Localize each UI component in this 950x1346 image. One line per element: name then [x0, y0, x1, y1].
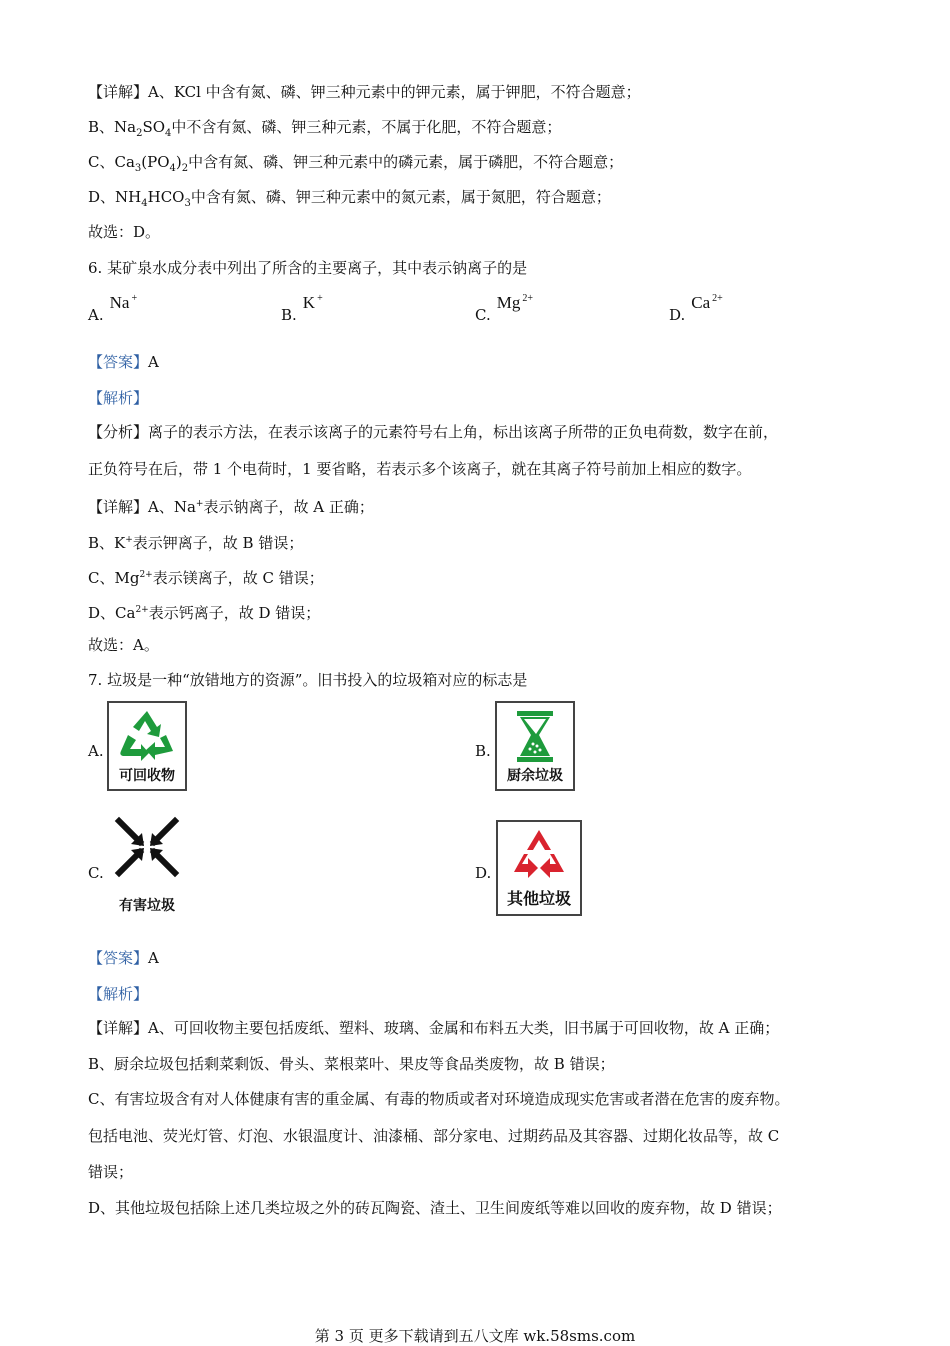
hourglass-icon [497, 707, 573, 767]
q7-sign-kitchen-waste [495, 701, 575, 791]
q6-answer: 【答案】A [88, 353, 159, 371]
q5-detail-d: D、$NH_4HCO_3$中含有氮、磷、钾三种元素中的氮元素，属于氮肥，符合题意； [88, 188, 611, 209]
recycle-icon [109, 705, 185, 767]
q7-stem: 7. 垃圾是一种“放错地方的资源”。旧书投入的垃圾箱对应的标志是 [88, 671, 528, 689]
q6-analysis-line1: 【分析】离子的表示方法，在表示该离子的元素符号右上角，标出该离子所带的正负电荷数，数字在前， [88, 423, 779, 441]
q7-answer: 【答案】A [88, 949, 159, 967]
triangle-arrows-icon [498, 824, 580, 888]
q6-option-b: B.K + [281, 293, 323, 324]
sign-label-kitchen-waste: 厨余垃圾 [507, 768, 563, 784]
q7-sign-hazardous [107, 815, 187, 919]
q7-option-d-letter: D. [475, 864, 492, 882]
q5-detail-c: C、$Ca_3(PO_4)_2$中含有氮、磷、钾三种元素中的磷元素，属于磷肥，不符合题意； [88, 153, 624, 174]
q7-detail-c3: 错误； [88, 1163, 134, 1181]
q6-analysis-line2: 正负符号在后，带 1 个电荷时，1 要省略，若表示多个该离子，就在其离子符号前加上相应的数字。 [88, 460, 752, 478]
inward-arrows-icon [107, 815, 187, 879]
q6-analysis-label: 【解析】 [88, 389, 149, 407]
q7-detail-c1: C、有害垃圾含有对人体健康有害的重金属、有毒的物质或者对环境造成现实危害或者潜在危害的废弃物。 [88, 1090, 790, 1108]
q5-choice: 故选：D。 [88, 223, 161, 241]
q5-detail-a: 【详解】A、KCl 中含有氮、磷、钾三种元素中的钾元素，属于钾肥，不符合题意； [88, 83, 641, 101]
q5-detail-b: B、$Na_2SO_4$中不含有氮、磷、钾三种元素，不属于化肥，不符合题意； [88, 118, 562, 139]
sign-label-recyclable: 可回收物 [119, 768, 175, 784]
q6-detail-c: C、$Mg^{2+}$表示镁离子，故 C 错误； [88, 569, 324, 587]
page-footer: 第 3 页 更多下载请到五八文库 wk.58sms.com [314, 1327, 636, 1345]
q6-detail-d: D、$Ca^{2+}$表示钙离子，故 D 错误； [88, 604, 321, 622]
sign-label-hazardous: 有害垃圾 [119, 898, 175, 914]
sign-label-other-waste: 其他垃圾 [506, 889, 571, 908]
q7-analysis-label: 【解析】 [88, 985, 149, 1003]
q7-detail-c2: 包括电池、荧光灯管、灯泡、水银温度计、油漆桶、部分家电、过期药品及其容器、过期化妆品等，故 C [88, 1127, 780, 1145]
q6-option-c: C.Mg $^{2+}$ [475, 293, 533, 324]
q7-sign-other-waste [496, 820, 582, 916]
q6-choice: 故选：A。 [88, 636, 159, 654]
q7-option-a-letter: A. [88, 742, 104, 760]
q7-option-c-letter: C. [88, 864, 104, 882]
q7-detail-d: D、其他垃圾包括除上述几类垃圾之外的砖瓦陶瓷、渣土、卫生间废纸等难以回收的废弃物，故 D 错误； [88, 1199, 782, 1217]
q7-detail-a: 【详解】A、可回收物主要包括废纸、塑料、玻璃、金属和布料五大类，旧书属于可回收物，故 A 正确； [88, 1019, 780, 1037]
q6-detail-b: B、K+表示钾离子，故 B 错误； [88, 534, 304, 552]
q7-sign-recyclable [107, 701, 187, 791]
q6-option-a: A.Na + [88, 293, 138, 324]
q7-option-b-letter: B. [475, 742, 491, 760]
q6-detail-a: 【详解】A、Na+表示钠离子，故 A 正确； [88, 498, 374, 516]
q7-detail-b: B、厨余垃圾包括剩菜剩饭、骨头、菜根菜叶、果皮等食品类废物，故 B 错误； [88, 1055, 615, 1073]
q6-option-d: D.Ca $^{2+}$ [669, 293, 723, 324]
q6-stem: 6. 某矿泉水成分表中列出了所含的主要离子，其中表示钠离子的是 [88, 259, 528, 277]
